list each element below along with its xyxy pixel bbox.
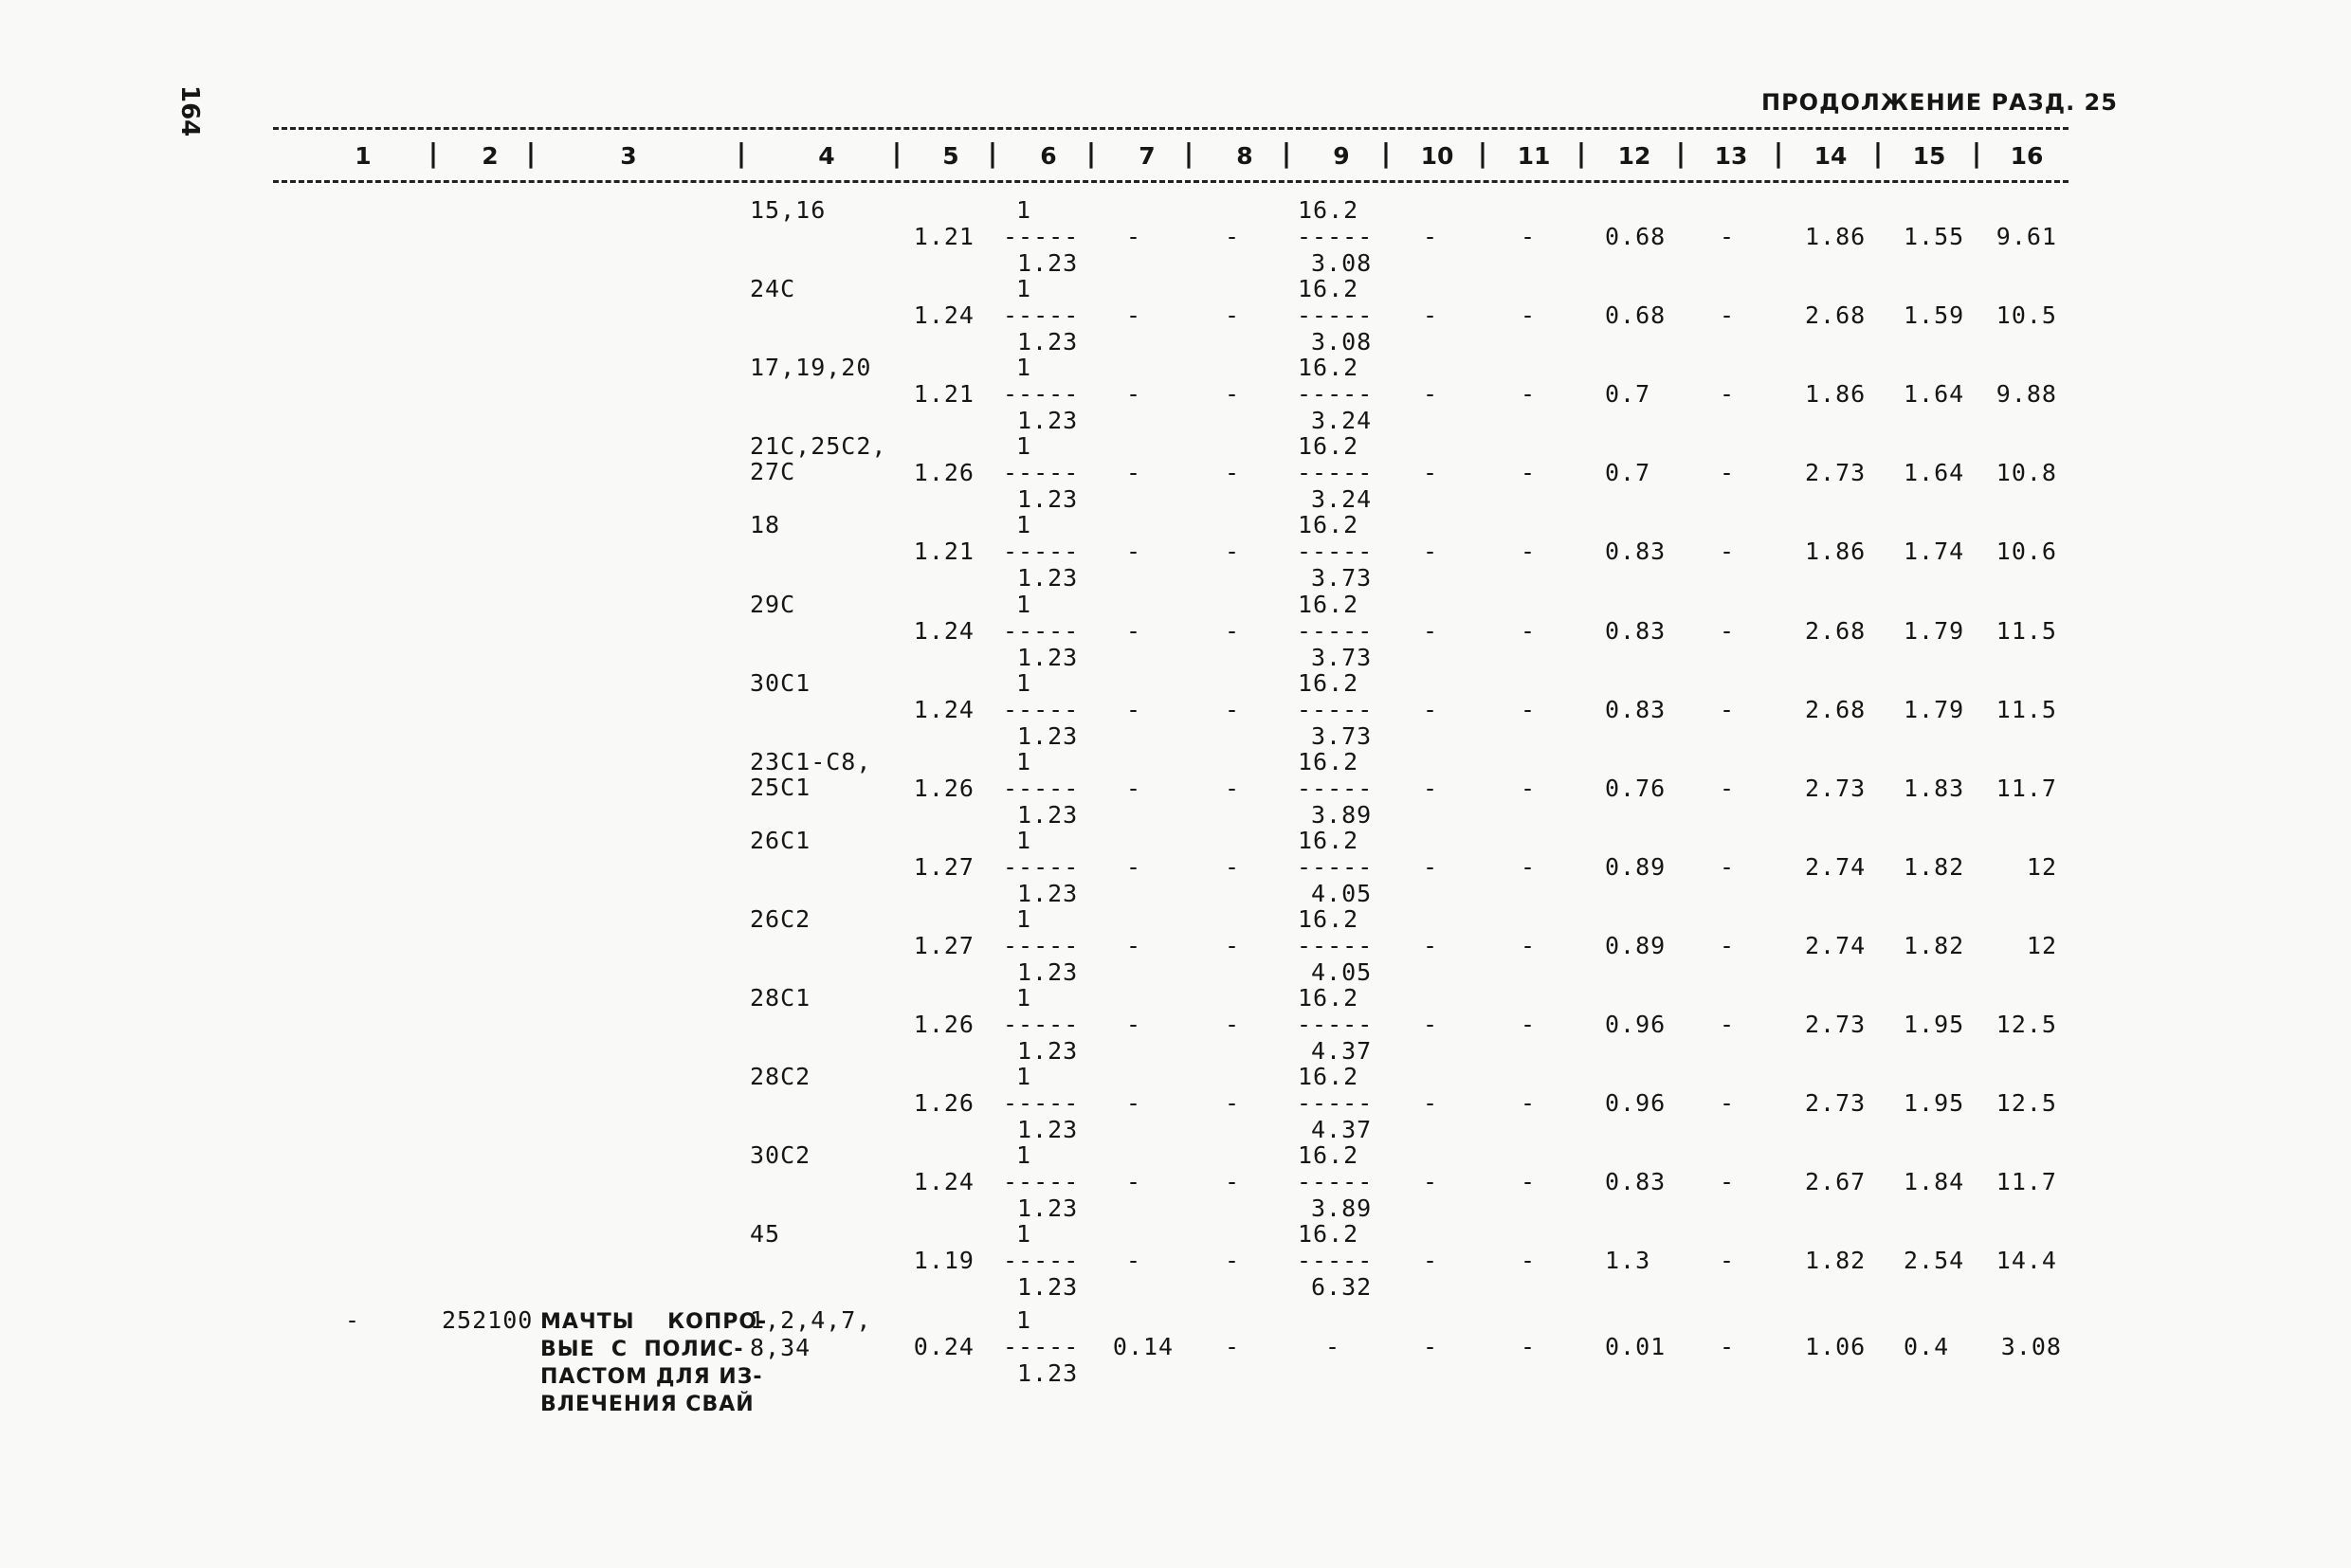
cell-col6-bar: -----	[1003, 852, 1080, 881]
cell-col16: 12	[2026, 852, 2057, 881]
cell-col7: -	[1125, 1168, 1142, 1196]
cell-code: 1,2,4,7,	[750, 1306, 872, 1334]
cell-col11: -	[1520, 1247, 1537, 1275]
cell-col8: -	[1224, 223, 1241, 250]
cell-col11: -	[1520, 1089, 1537, 1118]
cell-code: 26C1	[750, 826, 811, 854]
cell-col6-bar: -----	[1003, 1011, 1080, 1038]
cell-col16: 12.5	[1996, 1011, 2057, 1038]
cell-col11: -	[1520, 616, 1537, 645]
cell-col9-denominator: 3.73	[1311, 721, 1373, 750]
column-number-12: 12	[1617, 142, 1651, 170]
cell-col7: -	[1125, 695, 1142, 723]
cell-col6-bar: -----	[1003, 538, 1080, 566]
cell-col3-name-line: ПАСТОМ ДЛЯ ИЗ-	[540, 1365, 763, 1389]
cell-code: 8,34	[750, 1334, 811, 1361]
cell-col8: -	[1224, 380, 1241, 409]
column-number-6: 6	[1040, 142, 1057, 170]
cell-col6-numerator: 1	[1016, 590, 1032, 618]
cell-col12: 0.7	[1605, 380, 1651, 409]
cell-col10: -	[1422, 301, 1439, 330]
column-number-15: 15	[1912, 142, 1946, 170]
cell-col6-numerator: 1	[1016, 984, 1032, 1012]
cell-col10: -	[1422, 223, 1439, 250]
cell-col6-numerator: 1	[1016, 275, 1032, 303]
cell-col6-denominator: 1.23	[1017, 564, 1079, 593]
cell-col5: 1.26	[913, 774, 975, 802]
cell-col11: -	[1520, 1168, 1537, 1196]
cell-code: 45	[750, 1220, 781, 1249]
cell-col12: 0.83	[1605, 538, 1667, 566]
cell-code: 21C,25C2,	[750, 432, 887, 461]
cell-col13: -	[1719, 1011, 1736, 1038]
cell-col9-numerator: 16.2	[1298, 668, 1359, 697]
cell-col14: 2.67	[1805, 1168, 1867, 1196]
cell-col9-bar: -----	[1297, 1168, 1374, 1196]
cell-col8: -	[1224, 301, 1241, 330]
cell-col9-bar: -----	[1297, 380, 1374, 409]
cell-col12: 1.3	[1605, 1247, 1651, 1275]
cell-col9-denominator: 4.05	[1311, 957, 1373, 986]
cell-col12: 0.83	[1605, 1168, 1667, 1196]
cell-col12: 0.01	[1605, 1333, 1667, 1360]
cell-col10: -	[1422, 380, 1439, 409]
cell-col9-bar: -----	[1297, 774, 1374, 802]
cell-col12: 0.68	[1605, 223, 1667, 250]
cell-col14: 1.86	[1805, 380, 1867, 409]
cell-col6-numerator: 1	[1016, 511, 1032, 539]
cell-col6-denominator: 1.23	[1017, 328, 1079, 356]
column-number-7: 7	[1139, 142, 1156, 170]
cell-col6-denominator: 1.23	[1017, 800, 1079, 829]
cell-col5: 1.24	[913, 616, 975, 645]
cell-col9-numerator: 16.2	[1298, 984, 1359, 1012]
cell-col6-denominator: 1.23	[1017, 1116, 1079, 1144]
cell-col8: -	[1224, 616, 1241, 645]
cell-col11: -	[1520, 301, 1537, 330]
cell-col9-numerator: 16.2	[1298, 196, 1359, 224]
cell-col16: 11.5	[1996, 695, 2057, 723]
cell-col9-denominator: 3.89	[1311, 1194, 1373, 1223]
cell-col9-numerator: 16.2	[1298, 1220, 1359, 1249]
cell-col11: -	[1520, 1333, 1537, 1360]
cell-col10: -	[1422, 1247, 1439, 1275]
cell-col9-denominator: 3.08	[1311, 249, 1373, 277]
cell-col7: -	[1125, 459, 1142, 487]
cell-col5: 1.26	[913, 1089, 975, 1118]
cell-col7: -	[1125, 380, 1142, 409]
column-separator: |	[736, 137, 747, 169]
cell-code: 15,16	[750, 196, 827, 224]
cell-col5: 1.24	[913, 695, 975, 723]
cell-code: 28C2	[750, 1063, 811, 1091]
cell-col11: -	[1520, 380, 1537, 409]
cell-col9-denominator: 3.24	[1311, 485, 1373, 514]
cell-col15: 0.4	[1904, 1333, 1950, 1360]
cell-col3-name-line: ВЛЕЧЕНИЯ СВАЙ	[540, 1393, 755, 1416]
cell-col10: -	[1422, 1168, 1439, 1196]
cell-col9-bar: -----	[1297, 1089, 1374, 1118]
cell-col9-denominator: 3.73	[1311, 643, 1373, 671]
cell-col6-denominator: 1.23	[1017, 643, 1079, 671]
cell-col6-bar: -----	[1003, 616, 1080, 645]
cell-col15: 1.84	[1904, 1168, 1965, 1196]
cell-col13: -	[1719, 538, 1736, 566]
cell-code: 18	[750, 511, 781, 539]
cell-col5: 1.21	[913, 223, 975, 250]
cell-code: 30C2	[750, 1141, 811, 1170]
cell-col6-denominator: 1.23	[1017, 721, 1079, 750]
cell-col10: -	[1422, 459, 1439, 487]
cell-col11: -	[1520, 1011, 1537, 1038]
cell-col6-bar: -----	[1003, 301, 1080, 330]
cell-col8: -	[1224, 1089, 1241, 1118]
cell-col15: 1.82	[1904, 852, 1965, 881]
cell-col6-numerator: 1	[1016, 1220, 1032, 1249]
cell-col15: 1.79	[1904, 695, 1965, 723]
cell-col7: -	[1125, 852, 1142, 881]
cell-col13: -	[1719, 695, 1736, 723]
cell-col6-numerator: 1	[1016, 196, 1032, 224]
cell-col6-bar: -----	[1003, 223, 1080, 250]
column-number-8: 8	[1236, 142, 1253, 170]
cell-col14: 2.74	[1805, 931, 1867, 959]
cell-col10: -	[1422, 1089, 1439, 1118]
cell-col6-bar: -----	[1003, 695, 1080, 723]
cell-col13: -	[1719, 1247, 1736, 1275]
cell-col9-bar: -----	[1297, 695, 1374, 723]
cell-col9-bar: -----	[1297, 1011, 1374, 1038]
cell-col15: 1.82	[1904, 931, 1965, 959]
cell-col12: 0.89	[1605, 931, 1667, 959]
column-number-5: 5	[942, 142, 959, 170]
column-number-11: 11	[1517, 142, 1551, 170]
cell-col5: 1.26	[913, 1011, 975, 1038]
column-separator: |	[1183, 137, 1194, 169]
cell-col15: 1.79	[1904, 616, 1965, 645]
section-title: ПРОДОЛЖЕНИЕ РАЗД. 25	[1761, 89, 2118, 116]
cell-col7: -	[1125, 538, 1142, 566]
column-number-3: 3	[620, 142, 637, 170]
cell-col1: -	[344, 1306, 361, 1334]
header-rule-top	[273, 127, 2069, 130]
cell-col13: -	[1719, 380, 1736, 409]
cell-code: 30C1	[750, 668, 811, 697]
cell-col12: 0.96	[1605, 1089, 1667, 1118]
cell-col7: -	[1125, 1247, 1142, 1275]
column-separator: |	[525, 137, 537, 169]
page-number: 164	[175, 85, 204, 137]
cell-col15: 1.83	[1904, 774, 1965, 802]
cell-col9-numerator: 16.2	[1298, 1063, 1359, 1091]
cell-col8: -	[1224, 1333, 1241, 1360]
cell-col8: -	[1224, 1011, 1241, 1038]
cell-col5: 1.27	[913, 931, 975, 959]
cell-col9-denominator: 4.05	[1311, 879, 1373, 907]
cell-col14: 2.73	[1805, 1011, 1867, 1038]
cell-col6-bar: -----	[1003, 459, 1080, 487]
cell-col12: 0.68	[1605, 301, 1667, 330]
cell-col11: -	[1520, 538, 1537, 566]
cell-col13: -	[1719, 616, 1736, 645]
cell-col7: -	[1125, 616, 1142, 645]
cell-col16: 10.6	[1996, 538, 2057, 566]
cell-col15: 1.64	[1904, 459, 1965, 487]
cell-col5: 1.21	[913, 380, 975, 409]
cell-col15: 1.64	[1904, 380, 1965, 409]
cell-col11: -	[1520, 774, 1537, 802]
column-number-2: 2	[482, 142, 499, 170]
cell-col6-denominator: 1.23	[1017, 485, 1079, 514]
cell-col16: 11.5	[1996, 616, 2057, 645]
cell-col14: 2.68	[1805, 301, 1867, 330]
header-rule-bottom	[273, 180, 2069, 183]
cell-col9-denominator: 3.24	[1311, 407, 1373, 435]
column-number-14: 14	[1813, 142, 1848, 170]
cell-col10: -	[1422, 852, 1439, 881]
cell-code: 28C1	[750, 984, 811, 1012]
cell-col6-denominator: 1.23	[1017, 1359, 1079, 1387]
cell-col12: 0.96	[1605, 1011, 1667, 1038]
cell-col13: -	[1719, 1333, 1736, 1360]
cell-col16: 10.5	[1996, 301, 2057, 330]
column-separator: |	[987, 137, 998, 169]
cell-col6-bar: -----	[1003, 931, 1080, 959]
cell-col9-numerator: 16.2	[1298, 1141, 1359, 1170]
column-separator: |	[1281, 137, 1292, 169]
cell-col9-bar: -----	[1297, 616, 1374, 645]
cell-col6-numerator: 1	[1016, 668, 1032, 697]
cell-col13: -	[1719, 459, 1736, 487]
cell-col5: 1.27	[913, 852, 975, 881]
cell-col9-bar: -----	[1297, 538, 1374, 566]
cell-col16: 12	[2026, 931, 2057, 959]
column-separator: |	[1872, 137, 1884, 169]
cell-col9-bar: -----	[1297, 223, 1374, 250]
cell-col7: -	[1125, 1011, 1142, 1038]
cell-col16: 11.7	[1996, 1168, 2057, 1196]
cell-col9-denominator: 4.37	[1311, 1116, 1373, 1144]
cell-col9-numerator: 16.2	[1298, 432, 1359, 461]
cell-col11: -	[1520, 931, 1537, 959]
column-number-1: 1	[355, 142, 372, 170]
cell-col6-denominator: 1.23	[1017, 1273, 1079, 1302]
cell-col6-bar: -----	[1003, 774, 1080, 802]
column-separator: |	[1085, 137, 1097, 169]
cell-col10: -	[1422, 1333, 1439, 1360]
cell-col15: 1.55	[1904, 223, 1965, 250]
column-separator: |	[1576, 137, 1587, 169]
cell-col14: 1.86	[1805, 538, 1867, 566]
cell-col7: -	[1125, 931, 1142, 959]
cell-col14: 1.82	[1805, 1247, 1867, 1275]
cell-code: 27C	[750, 458, 796, 486]
cell-col15: 2.54	[1904, 1247, 1965, 1275]
cell-col6-numerator: 1	[1016, 1063, 1032, 1091]
cell-col6-denominator: 1.23	[1017, 1194, 1079, 1223]
cell-col9-numerator: 16.2	[1298, 511, 1359, 539]
cell-col7: -	[1125, 301, 1142, 330]
cell-col6-denominator: 1.23	[1017, 879, 1079, 907]
cell-col6-bar: -----	[1003, 1247, 1080, 1275]
cell-col16: 9.61	[1996, 223, 2057, 250]
cell-col15: 1.59	[1904, 301, 1965, 330]
cell-col14: 2.73	[1805, 459, 1867, 487]
cell-col8: -	[1224, 774, 1241, 802]
cell-col9: -	[1324, 1333, 1341, 1360]
cell-code: 25C1	[750, 773, 811, 801]
cell-col10: -	[1422, 931, 1439, 959]
cell-col14: 2.74	[1805, 852, 1867, 881]
cell-col5: 1.21	[913, 538, 975, 566]
cell-col13: -	[1719, 931, 1736, 959]
cell-col7: -	[1125, 774, 1142, 802]
cell-col10: -	[1422, 616, 1439, 645]
cell-col5: 0.24	[913, 1333, 975, 1360]
cell-col6-numerator: 1	[1016, 1141, 1032, 1170]
cell-col11: -	[1520, 223, 1537, 250]
cell-col15: 1.95	[1904, 1089, 1965, 1118]
cell-col7: -	[1125, 223, 1142, 250]
cell-col6-denominator: 1.23	[1017, 249, 1079, 277]
cell-col9-denominator: 4.37	[1311, 1037, 1373, 1065]
cell-col6-numerator: 1	[1016, 904, 1032, 933]
cell-col5: 1.24	[913, 1168, 975, 1196]
cell-col14: 1.86	[1805, 223, 1867, 250]
cell-col9-numerator: 16.2	[1298, 354, 1359, 382]
cell-col9-bar: -----	[1297, 459, 1374, 487]
cell-col9-bar: -----	[1297, 1247, 1374, 1275]
cell-col13: -	[1719, 301, 1736, 330]
cell-col6-bar: -----	[1003, 1333, 1080, 1360]
cell-code: 17,19,20	[750, 354, 872, 382]
cell-col6-numerator: 1	[1016, 354, 1032, 382]
cell-col16: 10.8	[1996, 459, 2057, 487]
cell-col6-denominator: 1.23	[1017, 1037, 1079, 1065]
cell-col3-name-line: ВЫЕ С ПОЛИС-	[540, 1338, 744, 1361]
column-separator: |	[1971, 137, 1982, 169]
cell-col9-numerator: 16.2	[1298, 747, 1359, 775]
cell-col6-bar: -----	[1003, 1168, 1080, 1196]
cell-col16: 12.5	[1996, 1089, 2057, 1118]
cell-col15: 1.95	[1904, 1011, 1965, 1038]
cell-col13: -	[1719, 774, 1736, 802]
cell-col9-numerator: 16.2	[1298, 904, 1359, 933]
cell-col13: -	[1719, 852, 1736, 881]
cell-col5: 1.24	[913, 301, 975, 330]
cell-col15: 1.74	[1904, 538, 1965, 566]
cell-col8: -	[1224, 1247, 1241, 1275]
cell-col9-numerator: 16.2	[1298, 590, 1359, 618]
cell-col10: -	[1422, 695, 1439, 723]
column-separator: |	[1477, 137, 1488, 169]
column-number-4: 4	[818, 142, 835, 170]
cell-col8: -	[1224, 459, 1241, 487]
column-separator: |	[1773, 137, 1784, 169]
cell-col9-denominator: 6.32	[1311, 1273, 1373, 1302]
cell-col8: -	[1224, 852, 1241, 881]
column-separator: |	[891, 137, 902, 169]
cell-col7: 0.14	[1112, 1333, 1175, 1360]
cell-col10: -	[1422, 1011, 1439, 1038]
cell-col10: -	[1422, 538, 1439, 566]
cell-col11: -	[1520, 459, 1537, 487]
cell-col6-numerator: 1	[1016, 747, 1032, 775]
cell-col14: 2.73	[1805, 774, 1867, 802]
cell-col6-bar: -----	[1003, 380, 1080, 409]
cell-col10: -	[1422, 774, 1439, 802]
cell-col9-bar: -----	[1297, 852, 1374, 881]
cell-col9-numerator: 16.2	[1298, 826, 1359, 854]
cell-col12: 0.7	[1605, 459, 1651, 487]
cell-col14: 1.06	[1805, 1333, 1867, 1360]
cell-col5: 1.26	[913, 459, 975, 487]
cell-col8: -	[1224, 931, 1241, 959]
cell-col14: 2.73	[1805, 1089, 1867, 1118]
cell-col9-denominator: 3.73	[1311, 564, 1373, 593]
cell-col8: -	[1224, 695, 1241, 723]
cell-col8: -	[1224, 1168, 1241, 1196]
column-number-16: 16	[2010, 142, 2044, 170]
cell-col9-bar: -----	[1297, 301, 1374, 330]
cell-col9-numerator: 16.2	[1298, 275, 1359, 303]
cell-col12: 0.89	[1605, 852, 1667, 881]
cell-col12: 0.83	[1605, 616, 1667, 645]
cell-col6-denominator: 1.23	[1017, 957, 1079, 986]
cell-code: 26C2	[750, 904, 811, 933]
cell-col6-numerator: 1	[1016, 826, 1032, 854]
cell-col12: 0.76	[1605, 774, 1667, 802]
cell-col6-denominator: 1.23	[1017, 407, 1079, 435]
column-separator: |	[428, 137, 439, 169]
column-separator: |	[1380, 137, 1392, 169]
column-number-13: 13	[1714, 142, 1748, 170]
cell-col13: -	[1719, 223, 1736, 250]
cell-col6-bar: -----	[1003, 1089, 1080, 1118]
cell-col16: 3.08	[2000, 1333, 2062, 1360]
cell-col6-numerator: 1	[1016, 1306, 1032, 1334]
column-number-9: 9	[1333, 142, 1350, 170]
cell-col6-numerator: 1	[1016, 432, 1032, 461]
cell-col11: -	[1520, 852, 1537, 881]
cell-code: 24C	[750, 275, 796, 303]
cell-col16: 14.4	[1996, 1247, 2057, 1275]
column-number-10: 10	[1420, 142, 1454, 170]
cell-col11: -	[1520, 695, 1537, 723]
cell-col13: -	[1719, 1168, 1736, 1196]
cell-col5: 1.19	[913, 1247, 975, 1275]
cell-code: 29C	[750, 590, 796, 618]
cell-col14: 2.68	[1805, 616, 1867, 645]
cell-col9-denominator: 3.89	[1311, 800, 1373, 829]
cell-col8: -	[1224, 538, 1241, 566]
cell-col16: 11.7	[1996, 774, 2057, 802]
cell-col14: 2.68	[1805, 695, 1867, 723]
cell-col16: 9.88	[1996, 380, 2057, 409]
cell-col13: -	[1719, 1089, 1736, 1118]
cell-col2-code: 252100	[442, 1306, 534, 1334]
cell-col12: 0.83	[1605, 695, 1667, 723]
cell-code: 23C1-C8,	[750, 747, 872, 775]
cell-col9-bar: -----	[1297, 931, 1374, 959]
cell-col7: -	[1125, 1089, 1142, 1118]
cell-col3-name-line: МАЧТЫ КОПРО-	[540, 1310, 768, 1334]
cell-col9-denominator: 3.08	[1311, 328, 1373, 356]
column-separator: |	[1675, 137, 1686, 169]
